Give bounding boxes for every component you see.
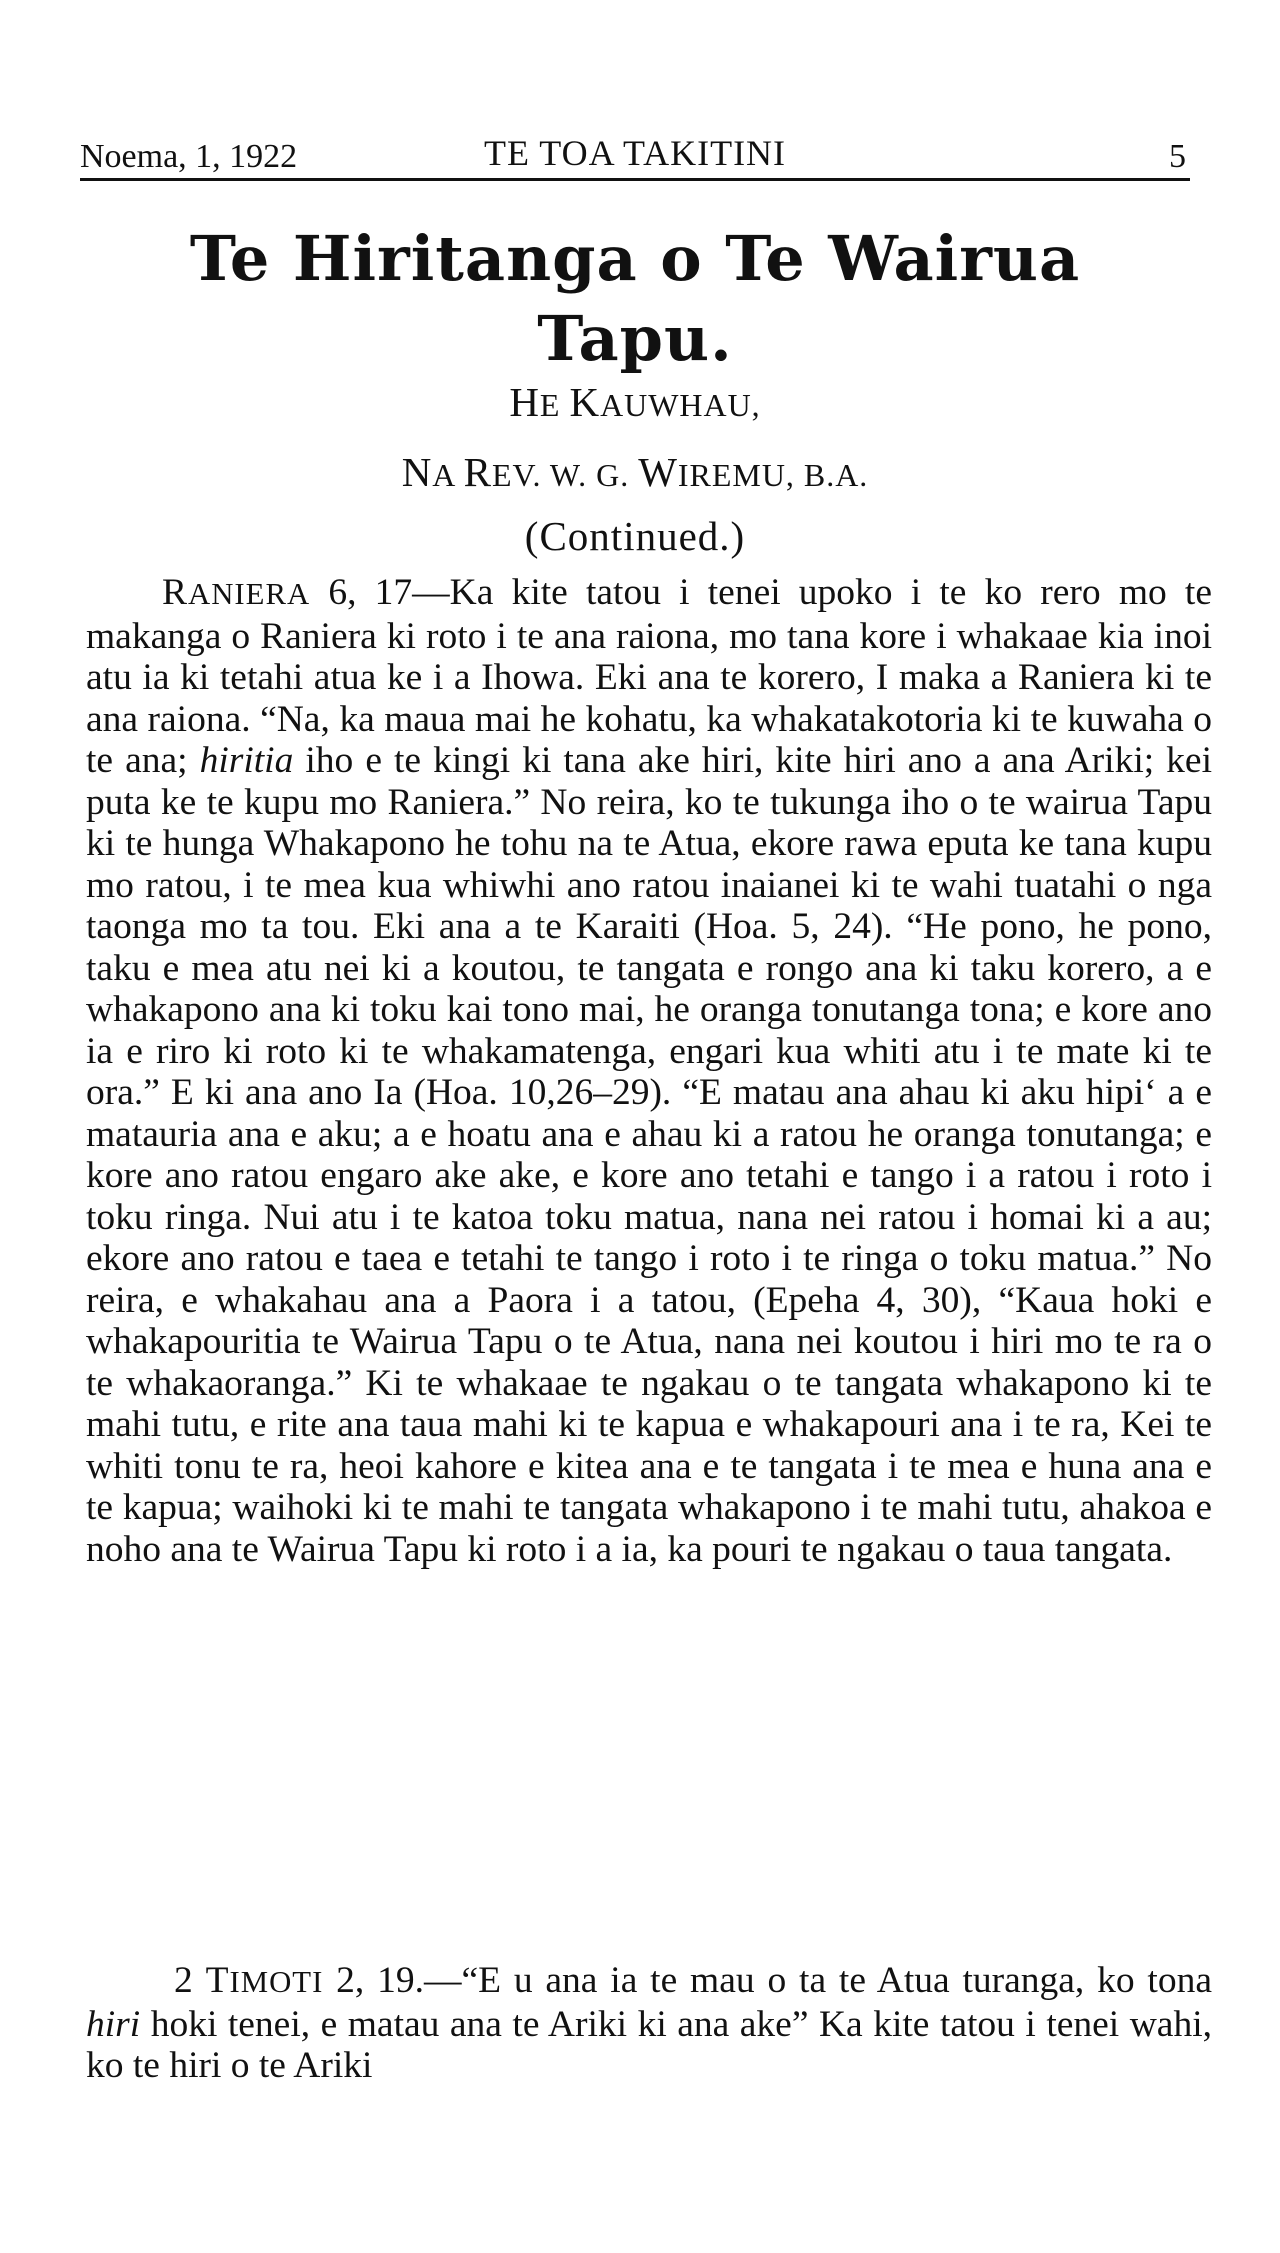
page-number: 5: [1169, 138, 1186, 175]
byline-cap: K: [569, 379, 601, 425]
byline-cap: N: [401, 449, 433, 495]
paragraph-text: 6, 17—Ka kite tatou i tenei upoko i te ko rero mo te makanga o Raniera ki roto i te ana raiona, mo tana kore i whakaae kia inoi atu ia ki tetahi atua ke i a Ihowa. Eki ana te korero, I maka a Raniera ki te ana raiona. “Na, ka maua mai he kohatu, ka whakatakotoria ki te kuwaha o te ana;: [86, 572, 1212, 781]
reference-smallcaps: IMOTI: [229, 1965, 324, 1999]
body-paragraph-2: [86, 1960, 1212, 2087]
scripture-reference: [162, 572, 311, 613]
italic-word: hiri: [86, 2003, 141, 2045]
reference-number: 2: [174, 1960, 206, 2001]
publication-title: TE TOA TAKITINI: [483, 133, 787, 173]
paragraph-text: iho e te kingi ki tana ake hiri, kite hiri ano a ana Ariki; kei puta ke te kupu mo Raniera.” No reira, ko te tukunga iho o te wairua Tapu ki te hunga Whakapono he tohu na te Atua, ekore rawa eputa ke tana kupu mo ratou, i te mea kua whiwhi ano ratou inaianei ki te wahi tuatahi o nga taonga mo ta tou. Eki ana a te Karaiti (Hoa. 5, 24). “He pono, he pono, taku e mea atu nei ki a koutou, te tangata e rongo ana ki taku korero, a e whakapono ana ki toku kai tono mai, he oranga tonutanga tona; e kore ano ia e riro ki roto ki te whakamatenga, engari kua whiti atu i te mate ki te ora.” E ki ana ano Ia (Hoa. 10,26–29). “E matau ana ahau ki aku hipi‘ a e matauria ana e aku; a e hoatu ana e ahau ki a ratou he oranga tonutanga; e kore ano ratou engaro ake ake, e kore ano tetahi e tango i a ratou i roto i toku ringa. Nui atu i te katoa toku matua, nana nei ratou i homai ki a au; ekore ano ratou e taea e tetahi te tango i roto i te ringa o toku matua.” No reira, e whakahau ana a Paora i a tatou, (Epeha 4, 30), “Kaua hoki e whakapouritia te Wairua Tapu o te Atua, nana nei koutou i hiri mo te ra o te whakaoranga.” Ki te whakaae te ngakau o te tangata whakapono ki te mahi tutu, e rite ana taua mahi ki te kapua e whakapouri ana i te ra, Kei te whiti tonu te ra, heoi kahore e kitea ana e te tangata i te mea e huna ana e te kapua; waihoki ki te mahi te tangata whakapono i te mahi tutu, ahakoa e noho ana te Wairua Tapu ki roto i a ia, ka pouri te ngakau o taua tangata.: [86, 740, 1212, 1570]
byline-smallcaps: E: [539, 388, 570, 423]
reference-cap: R: [162, 572, 189, 613]
scripture-reference: [205, 1960, 324, 2001]
byline-cap: H: [509, 379, 540, 425]
paragraph-text: hoki tenei, e matau ana te Ariki ki ana ake” Ka kite tatou i tenei wahi, ko te hiri o te Ariki: [86, 2003, 1212, 2086]
byline-author: [80, 448, 1190, 496]
article-title-line-2: Tapu.: [537, 302, 733, 375]
body-paragraph-1: [86, 572, 1212, 1570]
byline-smallcaps: A: [432, 458, 464, 493]
reference-cap: T: [205, 1960, 230, 2001]
byline-smallcaps: AUWHAU,: [600, 388, 761, 423]
byline-smallcaps: IREMU,: [677, 458, 804, 493]
italic-word: hiritia: [199, 740, 294, 781]
article-title-line-1: Te Hiritanga o Te Wairua: [189, 222, 1081, 295]
byline-degree: B.A.: [803, 458, 869, 493]
byline-continued: (Continued.): [524, 513, 746, 559]
running-head: [80, 130, 1190, 181]
reference-smallcaps: ANIERA: [188, 577, 311, 611]
byline-sermon: [80, 378, 1190, 426]
paragraph-text: 2, 19.—“E u ana ia te mau o ta te Atua turanga, ko tona: [323, 1960, 1212, 2001]
byline-smallcaps: EV. W. G.: [491, 458, 639, 493]
byline-cap: W: [638, 449, 678, 495]
byline-cap: R: [463, 449, 492, 495]
issue-date: Noema, 1, 1922: [80, 138, 298, 175]
